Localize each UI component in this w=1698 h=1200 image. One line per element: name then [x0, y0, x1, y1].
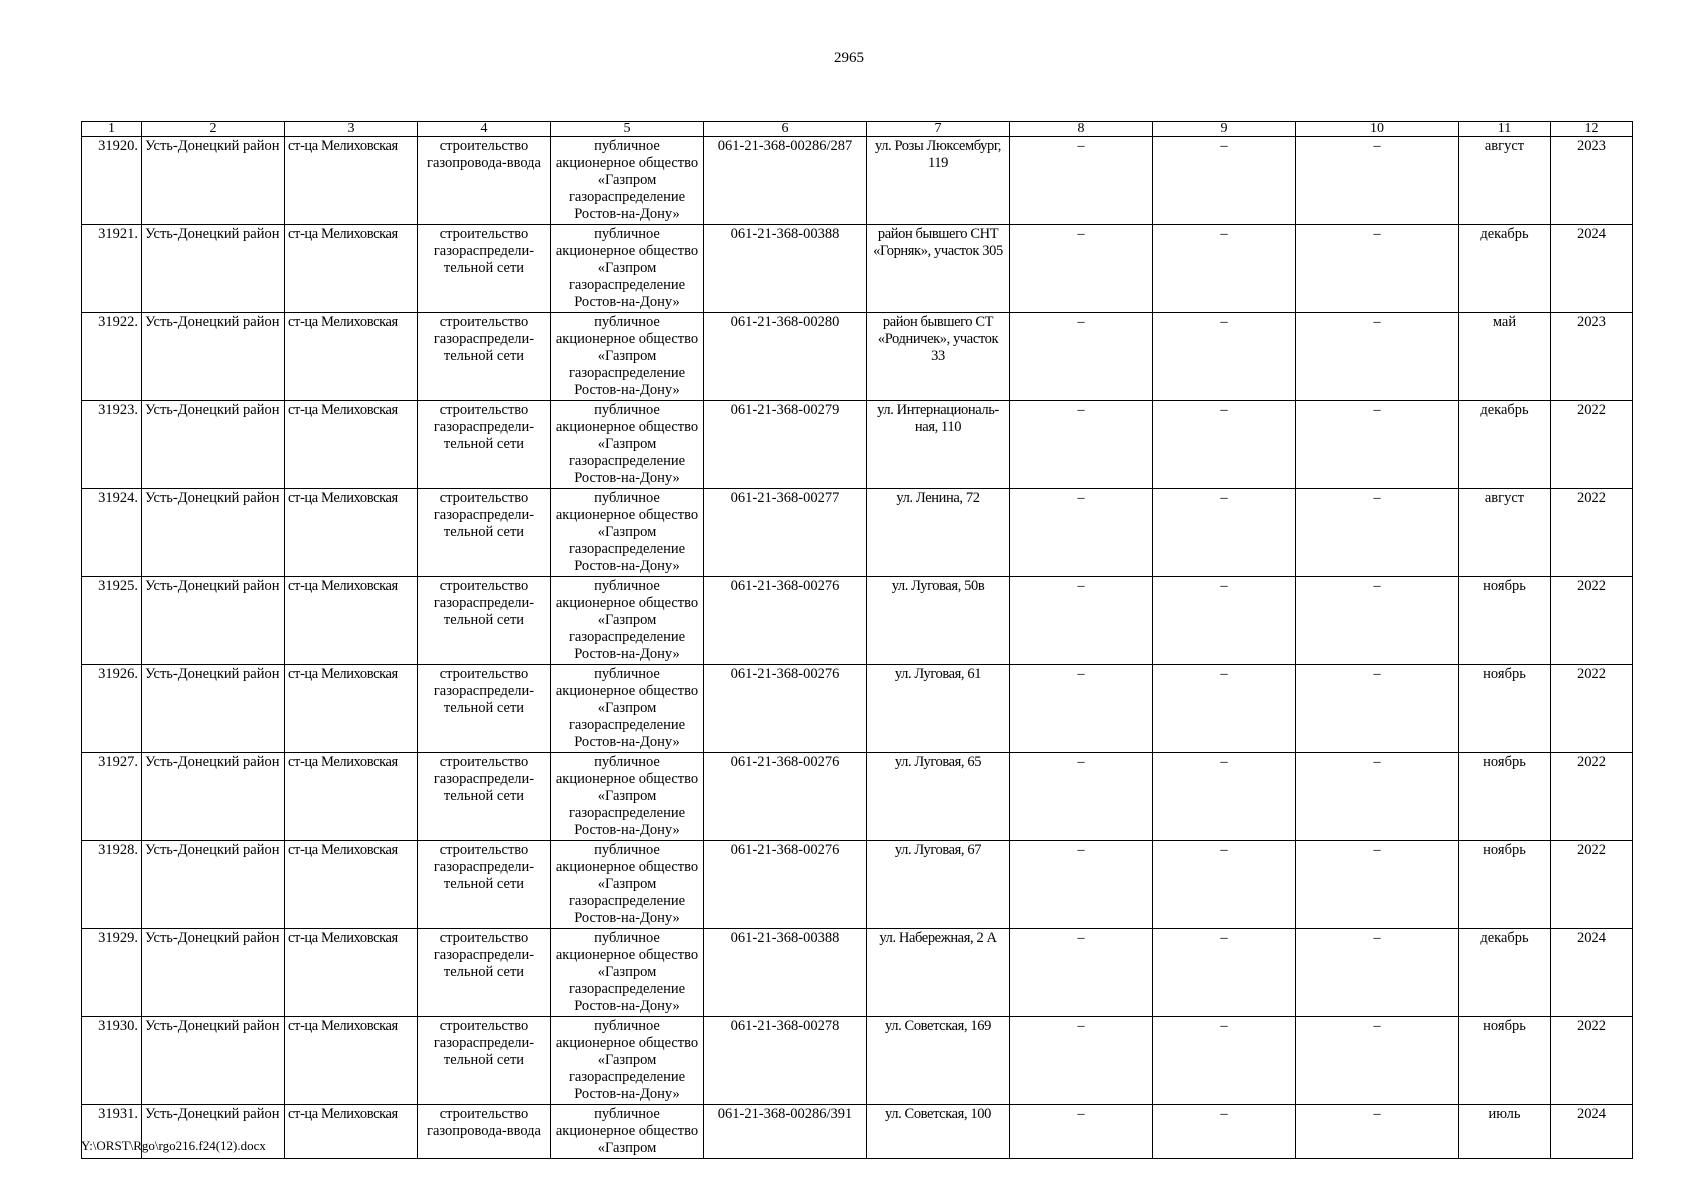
organization-cell: публичное акционерное общество «Газпром газораспределение Ростов-на-Дону» — [551, 665, 704, 753]
address-cell: ул. Розы Люксембург, 119 — [867, 137, 1010, 225]
table-row — [82, 753, 1633, 841]
row-number: 31923. — [82, 401, 142, 489]
code-cell: 061-21-368-00279 — [704, 401, 867, 489]
address-cell: ул. Луговая, 61 — [867, 665, 1010, 753]
table-row — [82, 929, 1633, 1017]
table-row — [82, 489, 1633, 577]
year-cell: 2023 — [1551, 137, 1633, 225]
address-cell: район бывшего СТ «Родничек», участок 33 — [867, 313, 1010, 401]
file-path-footer: Y:\ORST\Rgo\rgo216.f24(12).docx — [81, 1138, 266, 1153]
code-cell: 061-21-368-00388 — [704, 929, 867, 1017]
row-number: 31930. — [82, 1017, 142, 1105]
district-cell: Усть-Донецкий район — [142, 313, 285, 401]
work-type-cell: строительство газопровода-ввода — [418, 1105, 551, 1159]
organization-cell: публичное акционерное общество «Газпром газораспределение Ростов-на-Дону» — [551, 137, 704, 225]
organization-cell: публичное акционерное общество «Газпром — [551, 1105, 704, 1159]
locality-cell: ст-ца Мелиховская — [285, 577, 418, 665]
col8-cell: – — [1010, 225, 1153, 313]
table-row — [82, 137, 1633, 225]
locality-cell: ст-ца Мелиховская — [285, 137, 418, 225]
table-row — [82, 665, 1633, 753]
district-cell: Усть-Донецкий район — [142, 665, 285, 753]
year-cell: 2022 — [1551, 489, 1633, 577]
month-cell: июль — [1459, 1105, 1551, 1159]
header-cell: 11 — [1459, 122, 1551, 137]
address-cell: ул. Советская, 100 — [867, 1105, 1010, 1159]
organization-cell: публичное акционерное общество «Газпром газораспределение Ростов-на-Дону» — [551, 313, 704, 401]
month-cell: декабрь — [1459, 401, 1551, 489]
table-row — [82, 313, 1633, 401]
month-cell: ноябрь — [1459, 665, 1551, 753]
table-row — [82, 225, 1633, 313]
col8-cell: – — [1010, 841, 1153, 929]
district-cell: Усть-Донецкий район — [142, 841, 285, 929]
col8-cell: – — [1010, 137, 1153, 225]
col10-cell: – — [1296, 313, 1459, 401]
address-cell: ул. Луговая, 50в — [867, 577, 1010, 665]
code-cell: 061-21-368-00277 — [704, 489, 867, 577]
col9-cell: – — [1153, 577, 1296, 665]
code-cell: 061-21-368-00276 — [704, 841, 867, 929]
organization-cell: публичное акционерное общество «Газпром газораспределение Ростов-на-Дону» — [551, 401, 704, 489]
header-cell: 1 — [82, 122, 142, 137]
code-cell: 061-21-368-00276 — [704, 577, 867, 665]
district-cell: Усть-Донецкий район — [142, 137, 285, 225]
col9-cell: – — [1153, 665, 1296, 753]
locality-cell: ст-ца Мелиховская — [285, 929, 418, 1017]
row-number: 31924. — [82, 489, 142, 577]
address-cell: район бывшего СНТ «Горняк», участок 305 — [867, 225, 1010, 313]
table-row — [82, 577, 1633, 665]
organization-cell: публичное акционерное общество «Газпром газораспределение Ростов-на-Дону» — [551, 1017, 704, 1105]
work-type-cell: строительство газораспредели-тельной сети — [418, 313, 551, 401]
work-type-cell: строительство газораспредели-тельной сети — [418, 401, 551, 489]
work-type-cell: строительство газораспредели-тельной сети — [418, 929, 551, 1017]
col9-cell: – — [1153, 137, 1296, 225]
code-cell: 061-21-368-00388 — [704, 225, 867, 313]
header-cell: 8 — [1010, 122, 1153, 137]
code-cell: 061-21-368-00278 — [704, 1017, 867, 1105]
district-cell: Усть-Донецкий район — [142, 1017, 285, 1105]
code-cell: 061-21-368-00276 — [704, 665, 867, 753]
month-cell: декабрь — [1459, 225, 1551, 313]
work-type-cell: строительство газораспредели-тельной сети — [418, 1017, 551, 1105]
month-cell: ноябрь — [1459, 841, 1551, 929]
work-type-cell: строительство газораспредели-тельной сети — [418, 753, 551, 841]
district-cell: Усть-Донецкий район — [142, 577, 285, 665]
col9-cell: – — [1153, 489, 1296, 577]
header-cell: 6 — [704, 122, 867, 137]
locality-cell: ст-ца Мелиховская — [285, 841, 418, 929]
col10-cell: – — [1296, 489, 1459, 577]
district-cell: Усть-Донецкий район — [142, 1105, 285, 1159]
col9-cell: – — [1153, 929, 1296, 1017]
year-cell: 2024 — [1551, 929, 1633, 1017]
locality-cell: ст-ца Мелиховская — [285, 1105, 418, 1159]
locality-cell: ст-ца Мелиховская — [285, 489, 418, 577]
col8-cell: – — [1010, 929, 1153, 1017]
col8-cell: – — [1010, 1017, 1153, 1105]
table-row — [82, 1105, 1633, 1159]
row-number: 31922. — [82, 313, 142, 401]
col9-cell: – — [1153, 1105, 1296, 1159]
col8-cell: – — [1010, 313, 1153, 401]
address-cell: ул. Набережная, 2 А — [867, 929, 1010, 1017]
col10-cell: – — [1296, 665, 1459, 753]
work-type-cell: строительство газораспредели-тельной сети — [418, 225, 551, 313]
col8-cell: – — [1010, 401, 1153, 489]
col10-cell: – — [1296, 401, 1459, 489]
year-cell: 2024 — [1551, 225, 1633, 313]
col10-cell: – — [1296, 753, 1459, 841]
table-row — [82, 1017, 1633, 1105]
col8-cell: – — [1010, 665, 1153, 753]
locality-cell: ст-ца Мелиховская — [285, 753, 418, 841]
header-cell: 9 — [1153, 122, 1296, 137]
page-number: 2965 — [834, 50, 864, 66]
organization-cell: публичное акционерное общество «Газпром газораспределение Ростов-на-Дону» — [551, 753, 704, 841]
work-type-cell: строительство газопровода-ввода — [418, 137, 551, 225]
code-cell: 061-21-368-00276 — [704, 753, 867, 841]
organization-cell: публичное акционерное общество «Газпром газораспределение Ростов-на-Дону» — [551, 929, 704, 1017]
address-cell: ул. Интернациональ-ная, 110 — [867, 401, 1010, 489]
organization-cell: публичное акционерное общество «Газпром газораспределение Ростов-на-Дону» — [551, 841, 704, 929]
col10-cell: – — [1296, 841, 1459, 929]
row-number: 31926. — [82, 665, 142, 753]
header-row — [82, 122, 1633, 137]
col8-cell: – — [1010, 577, 1153, 665]
work-type-cell: строительство газораспредели-тельной сети — [418, 841, 551, 929]
district-cell: Усть-Донецкий район — [142, 401, 285, 489]
locality-cell: ст-ца Мелиховская — [285, 313, 418, 401]
col9-cell: – — [1153, 313, 1296, 401]
month-cell: август — [1459, 137, 1551, 225]
col9-cell: – — [1153, 841, 1296, 929]
col10-cell: – — [1296, 1105, 1459, 1159]
row-number: 31920. — [82, 137, 142, 225]
address-cell: ул. Советская, 169 — [867, 1017, 1010, 1105]
month-cell: август — [1459, 489, 1551, 577]
work-type-cell: строительство газораспредели-тельной сети — [418, 665, 551, 753]
year-cell: 2022 — [1551, 753, 1633, 841]
organization-cell: публичное акционерное общество «Газпром газораспределение Ростов-на-Дону» — [551, 489, 704, 577]
locality-cell: ст-ца Мелиховская — [285, 1017, 418, 1105]
header-cell: 7 — [867, 122, 1010, 137]
year-cell: 2022 — [1551, 577, 1633, 665]
col9-cell: – — [1153, 1017, 1296, 1105]
address-cell: ул. Ленина, 72 — [867, 489, 1010, 577]
col10-cell: – — [1296, 137, 1459, 225]
year-cell: 2023 — [1551, 313, 1633, 401]
table-row — [82, 401, 1633, 489]
table-body — [82, 137, 1633, 1159]
month-cell: май — [1459, 313, 1551, 401]
header-cell: 10 — [1296, 122, 1459, 137]
district-cell: Усть-Донецкий район — [142, 489, 285, 577]
locality-cell: ст-ца Мелиховская — [285, 665, 418, 753]
address-cell: ул. Луговая, 67 — [867, 841, 1010, 929]
code-cell: 061-21-368-00286/287 — [704, 137, 867, 225]
row-number: 31931. — [82, 1105, 142, 1159]
row-number: 31925. — [82, 577, 142, 665]
organization-cell: публичное акционерное общество «Газпром газораспределение Ростов-на-Дону» — [551, 225, 704, 313]
col9-cell: – — [1153, 753, 1296, 841]
row-number: 31927. — [82, 753, 142, 841]
district-cell: Усть-Донецкий район — [142, 753, 285, 841]
work-type-cell: строительство газораспредели-тельной сети — [418, 489, 551, 577]
col8-cell: – — [1010, 753, 1153, 841]
year-cell: 2022 — [1551, 401, 1633, 489]
header-cell: 5 — [551, 122, 704, 137]
registry-table — [81, 121, 1633, 1159]
table-row — [82, 841, 1633, 929]
year-cell: 2022 — [1551, 665, 1633, 753]
col9-cell: – — [1153, 225, 1296, 313]
row-number: 31928. — [82, 841, 142, 929]
col10-cell: – — [1296, 1017, 1459, 1105]
col10-cell: – — [1296, 225, 1459, 313]
col8-cell: – — [1010, 489, 1153, 577]
locality-cell: ст-ца Мелиховская — [285, 225, 418, 313]
header-cell: 4 — [418, 122, 551, 137]
code-cell: 061-21-368-00286/391 — [704, 1105, 867, 1159]
col10-cell: – — [1296, 929, 1459, 1017]
col8-cell: – — [1010, 1105, 1153, 1159]
code-cell: 061-21-368-00280 — [704, 313, 867, 401]
header-cell: 2 — [142, 122, 285, 137]
month-cell: ноябрь — [1459, 577, 1551, 665]
header-cell: 3 — [285, 122, 418, 137]
year-cell: 2022 — [1551, 841, 1633, 929]
month-cell: ноябрь — [1459, 753, 1551, 841]
row-number: 31929. — [82, 929, 142, 1017]
year-cell: 2022 — [1551, 1017, 1633, 1105]
district-cell: Усть-Донецкий район — [142, 225, 285, 313]
year-cell: 2024 — [1551, 1105, 1633, 1159]
locality-cell: ст-ца Мелиховская — [285, 401, 418, 489]
col10-cell: – — [1296, 577, 1459, 665]
work-type-cell: строительство газораспредели-тельной сети — [418, 577, 551, 665]
col9-cell: – — [1153, 401, 1296, 489]
district-cell: Усть-Донецкий район — [142, 929, 285, 1017]
organization-cell: публичное акционерное общество «Газпром газораспределение Ростов-на-Дону» — [551, 577, 704, 665]
address-cell: ул. Луговая, 65 — [867, 753, 1010, 841]
month-cell: декабрь — [1459, 929, 1551, 1017]
row-number: 31921. — [82, 225, 142, 313]
month-cell: ноябрь — [1459, 1017, 1551, 1105]
header-cell: 12 — [1551, 122, 1633, 137]
